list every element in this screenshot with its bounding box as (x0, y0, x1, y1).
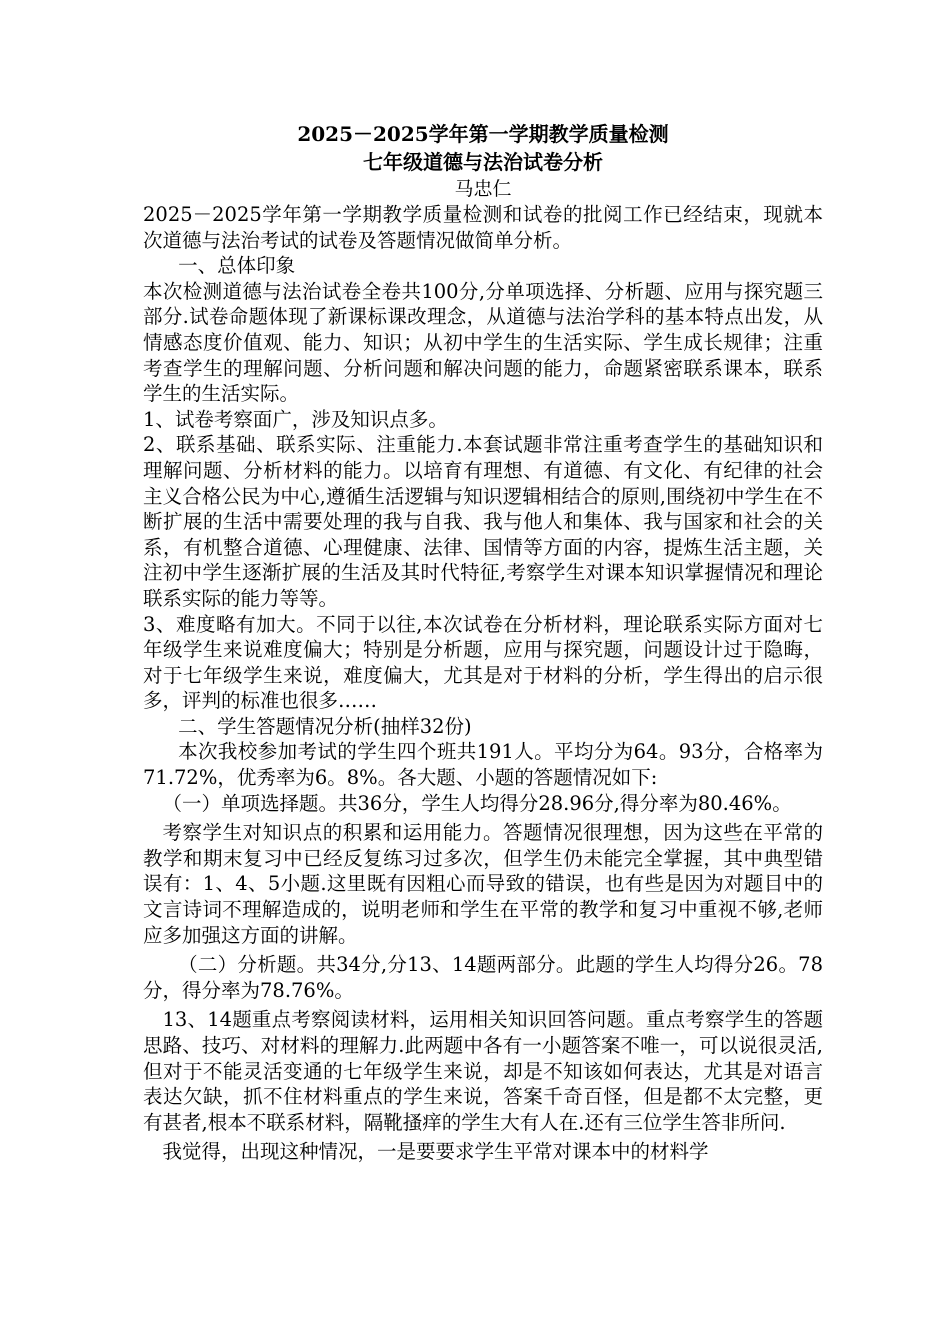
subsection2-heading: （二）分析题。共34分,分13、14题两部分。此题的学生人均得分26。78分，得分率为78.76%。 (143, 953, 823, 1002)
document-title-line2: 七年级道德与法治试卷分析 (363, 150, 603, 174)
document-title-line1: 2025－2025学年第一学期教学质量检测 (297, 122, 669, 146)
intro-paragraph: 2025－2025学年第一学期教学质量检测和试卷的批阅工作已经结束，现就本次道德与法治考试的试卷及答题情况做简单分析。 (143, 203, 823, 252)
section1-heading: 一、总体印象 (178, 254, 296, 278)
document-page (143, 120, 823, 1165)
subsection2-paragraph: 13、14题重点考察阅读材料，运用相关知识回答问题。重点考察学生的答题思路、技巧、对材料的理解力.此两题中各有一小题答案不唯一，可以说很灵活,但对于不能灵活变通的七年级学生来说，却是不知该如何表达，尤其是对语言表达欠缺，抓不住材料重点的学生来说，答案千奇百怪，但是都不太完整，更有甚者,根本不联系材料，隔靴搔痒的学生大有人在.还有三位学生答非所问. (143, 1008, 823, 1134)
section2-paragraph: 本次我校参加考试的学生四个班共191人。平均分为64。93分，合格率为71.72%，优秀率为6。8%。各大题、小题的答题情况如下: (143, 740, 823, 790)
subsection1-heading: （一）单项选择题。共36分，学生人均得分28.96分,得分率为80.46%。 (162, 791, 792, 815)
point1-paragraph: 1、试卷考察面广，涉及知识点多。 (143, 407, 448, 431)
section1-paragraph: 本次检测道德与法治试卷全卷共100分,分单项选择、分析题、应用与探究题三部分.试卷命题体现了新课标课改理念，从道德与法治学科的基本特点出发，从情感态度价值观、能力、知识；从初中学生的生活实际、学生成长规律；注重考查学生的理解问题、分析问题和解决问题的能力，命题紧密联系课本，联系学生的生活实际。 (143, 279, 823, 406)
point3-paragraph: 3、难度略有加大。不同于以往,本次试卷在分析材料，理论联系实际方面对七年级学生来说难度偏大；特别是分析题，应用与探究题，问题设计过于隐晦，对于七年级学生来说，难度偏大，尤其是对于材料的分析，学生得出的启示很多，评判的标准也很多…… (143, 612, 823, 713)
subsection1-paragraph: 考察学生对知识点的积累和运用能力。答题情况很理想，因为这些在平常的教学和期末复习中已经反复练习过多次，但学生仍未能完全掌握，其中典型错误有：1、4、5小题.这里既有因粗心而导致的错误，也有些是因为对题目中的文言诗词不理解造成的，说明老师和学生在平常的教学和复习中重视不够,老师应多加强这方面的讲解。 (143, 821, 823, 947)
author-name: 马忠仁 (454, 178, 512, 200)
point2-paragraph: 2、联系基础、联系实际、注重能力.本套试题非常注重考查学生的基础知识和理解问题、分析材料的能力。以培育有理想、有道德、有文化、有纪律的社会主义合格公民为中心,遵循生活逻辑与知识逻辑相结合的原则,围绕初中学生在不断扩展的生活中需要处理的我与自我、我与他人和集体、我与国家和社会的关系，有机整合道德、心理健康、法律、国情等方面的内容，提炼生活主题，关注初中学生逐渐扩展的生活及其时代特征,考察学生对课本知识掌握情况和理论联系实际的能力等等。 (143, 433, 823, 610)
section2-heading: 二、学生答题情况分析(抽样32份) (178, 714, 472, 738)
closing-paragraph: 我觉得，出现这种情况，一是要要求学生平常对课本中的材料学 (162, 1140, 709, 1164)
